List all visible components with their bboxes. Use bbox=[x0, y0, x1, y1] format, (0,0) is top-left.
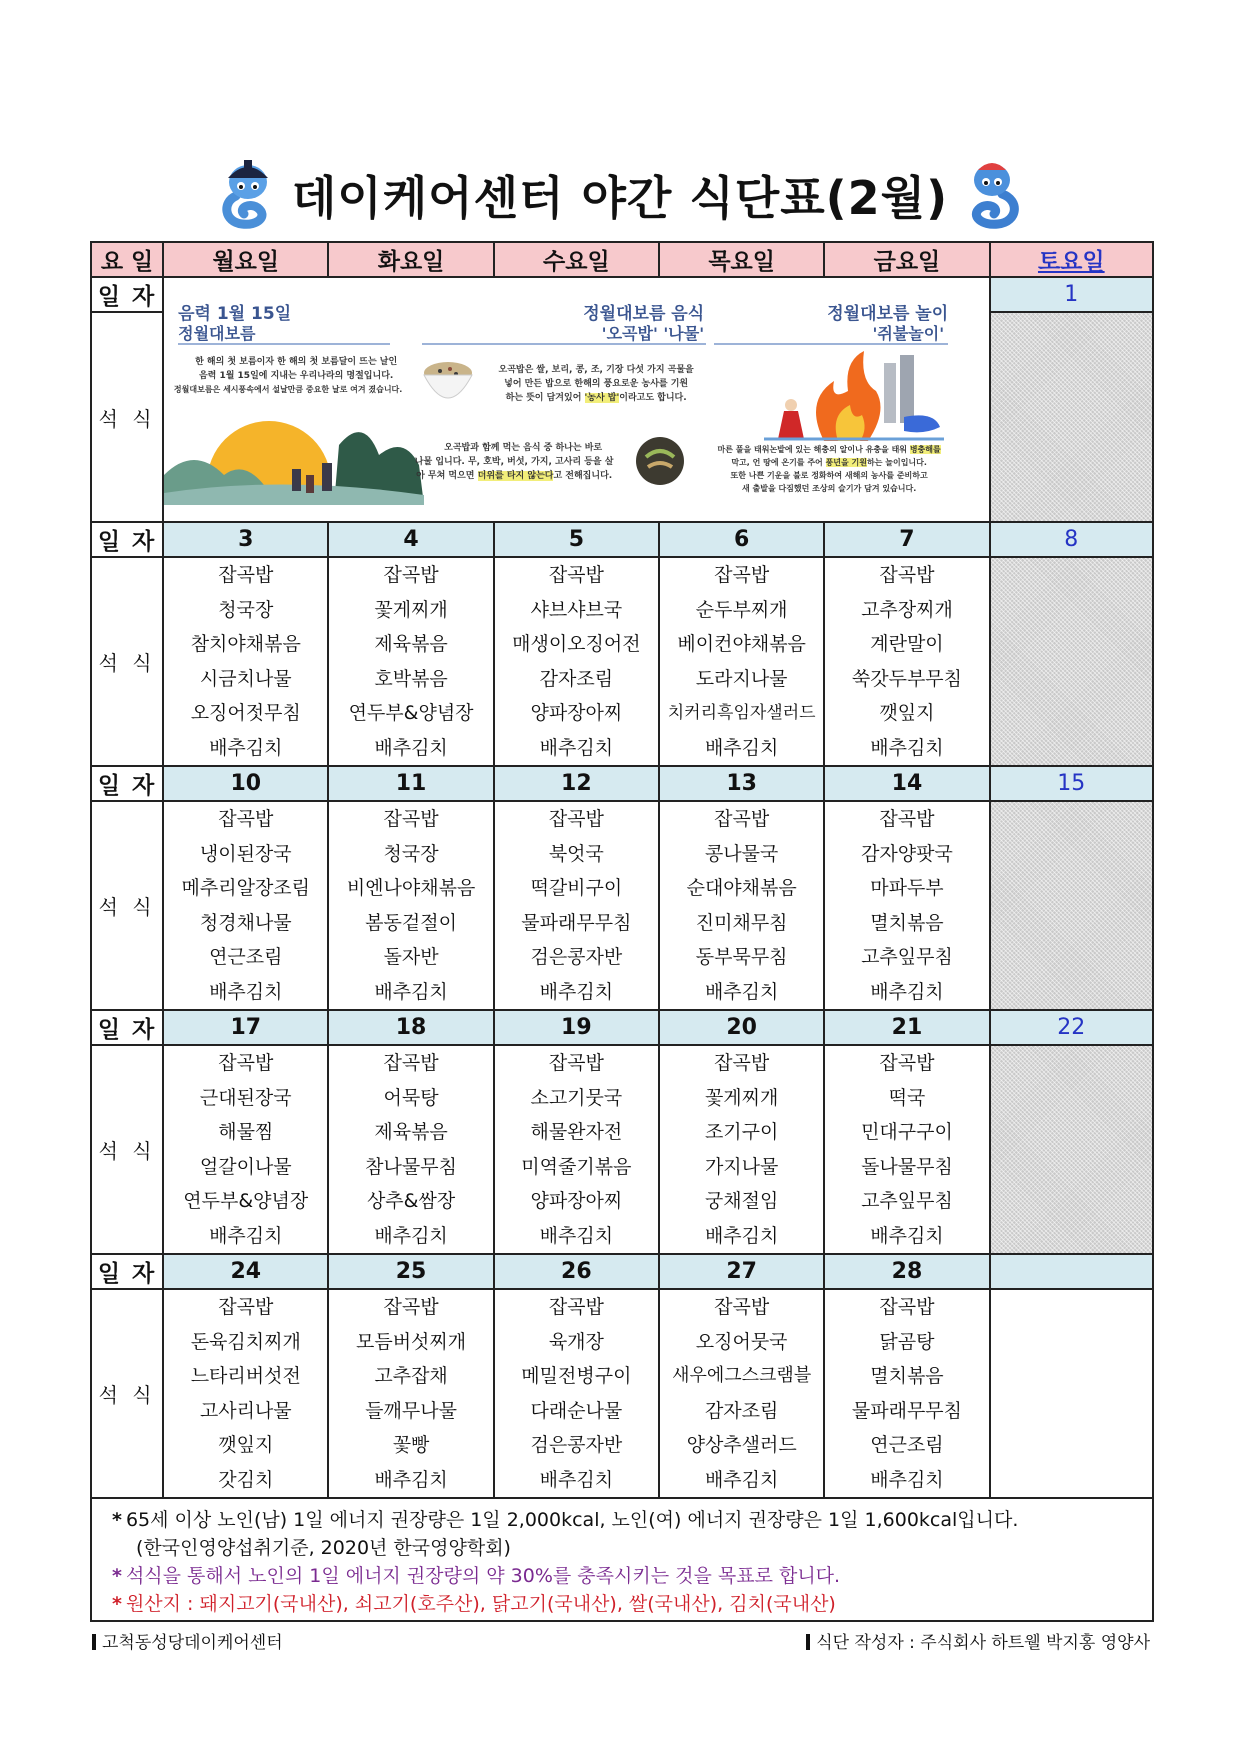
footer-author-text: 식단 작성자 : 주식회사 하트웰 박지홍 영양사 bbox=[816, 1633, 1150, 1653]
panel2-highlight-1: '농사 밥' bbox=[584, 392, 620, 403]
note-bullet-icon: * bbox=[112, 1509, 122, 1531]
footer-bar-icon bbox=[92, 1634, 96, 1650]
menu-cell-tue bbox=[328, 557, 493, 766]
menu-item: 마파두부 bbox=[870, 877, 944, 899]
menu-item: 쑥갓두부무침 bbox=[851, 667, 963, 690]
note-energy-recommendation bbox=[112, 1506, 1132, 1534]
panel3-highlight-1: 병충해를 bbox=[909, 444, 941, 454]
menu-item: 베이컨야채볶음 bbox=[677, 633, 806, 655]
note-goal bbox=[112, 1562, 1132, 1590]
meal-plan-table bbox=[90, 241, 1154, 1499]
date-row-week1 bbox=[91, 277, 1153, 312]
panel3-text-line2b: 하는 놀이입니다. bbox=[867, 457, 927, 467]
menu-item: 잡곡밥 bbox=[879, 1052, 935, 1074]
notes-box bbox=[90, 1498, 1154, 1622]
menu-item: 갓김치 bbox=[218, 1468, 274, 1491]
date-thu: 20 bbox=[659, 1010, 824, 1045]
menu-item: 북엇국 bbox=[548, 842, 604, 865]
date-thu: 27 bbox=[659, 1254, 824, 1289]
menu-item: 순대야채볶음 bbox=[686, 877, 797, 899]
day-header-label: 요 일 bbox=[91, 242, 163, 277]
menu-item: 배추김치 bbox=[704, 736, 779, 759]
panel1-text bbox=[173, 355, 406, 397]
panel3-highlight-2: 풍년을 기원 bbox=[825, 457, 867, 467]
panel2-text-line3 bbox=[482, 391, 710, 405]
date-label: 일 자 bbox=[91, 522, 163, 557]
menu-item: 배추김치 bbox=[870, 980, 944, 1003]
menu-item: 멸치볶음 bbox=[870, 1365, 944, 1387]
menu-cell-wed bbox=[494, 557, 659, 766]
menu-item: 떡갈비구이 bbox=[530, 877, 623, 899]
menu-item: 잡곡밥 bbox=[548, 564, 604, 586]
date-thu: 13 bbox=[659, 766, 824, 801]
menu-cell-mon bbox=[163, 801, 328, 1010]
date-label: 일 자 bbox=[91, 1254, 163, 1289]
menu-item: 메밀전병구이 bbox=[521, 1365, 632, 1387]
date-label: 일 자 bbox=[91, 277, 163, 312]
date-row-week3 bbox=[91, 766, 1153, 801]
note-bullet-icon: * bbox=[112, 1593, 122, 1615]
panel2-text-line6 bbox=[414, 469, 614, 483]
menu-cell-mon bbox=[163, 1045, 328, 1254]
menu-item: 조기구이 bbox=[704, 1121, 779, 1143]
jwibulnori-fire-scene-icon bbox=[764, 351, 944, 443]
note-origin bbox=[112, 1590, 1132, 1618]
menu-item: 검은콩자반 bbox=[530, 1434, 623, 1456]
weekday-sat-label: 토요일 bbox=[1037, 249, 1105, 275]
menu-item: 봄동겉절이 bbox=[365, 911, 457, 934]
menu-cell-mon bbox=[163, 557, 328, 766]
weekday-thu: 목요일 bbox=[659, 242, 824, 277]
menu-item: 잡곡밥 bbox=[218, 1052, 274, 1074]
menu-item: 꽃게찌개 bbox=[374, 598, 448, 621]
menu-item: 멸치볶음 bbox=[870, 911, 944, 934]
date-wed: 26 bbox=[494, 1254, 659, 1289]
menu-item: 연근조림 bbox=[209, 946, 283, 968]
menu-item: 감자조림 bbox=[704, 1399, 779, 1422]
menu-item: 잡곡밥 bbox=[548, 808, 604, 830]
panel3-text-line1 bbox=[708, 443, 950, 456]
menu-cell-wed bbox=[494, 1289, 659, 1498]
meal-label: 석 식 bbox=[91, 557, 163, 766]
menu-item: 검은콩자반 bbox=[530, 946, 623, 968]
menu-item: 배추김치 bbox=[704, 1224, 779, 1247]
weekday-mon: 월요일 bbox=[163, 242, 328, 277]
date-wed: 12 bbox=[494, 766, 659, 801]
menu-item: 치커리흑임자샐러드 bbox=[667, 703, 816, 723]
menu-item: 잡곡밥 bbox=[879, 1296, 935, 1318]
panel2-underline bbox=[422, 343, 706, 345]
menu-item: 호박볶음 bbox=[374, 667, 448, 690]
page-title: 데이케어센터 야간 식단표(2월) bbox=[291, 171, 949, 225]
menu-item: 가지나물 bbox=[704, 1155, 779, 1178]
panel3-text-line4: 새 출발을 다짐했던 조상의 슬기가 담겨 있습니다. bbox=[741, 483, 917, 493]
saturday-empty-cell bbox=[990, 1289, 1153, 1498]
panel1-text-line3: 정월대보름은 세시풍속에서 설날만큼 중요한 날로 여겨 졌습니다. bbox=[173, 384, 403, 394]
date-sat: 22 bbox=[990, 1010, 1153, 1045]
menu-item: 배추김치 bbox=[704, 980, 779, 1003]
menu-item: 소고기뭇국 bbox=[530, 1086, 623, 1109]
panel3-text-line3: 또한 나쁜 기운을 불로 정화하여 새해의 농사를 준비하고 bbox=[730, 470, 928, 480]
menu-cell-tue bbox=[328, 1045, 493, 1254]
menu-item: 궁채절임 bbox=[704, 1190, 779, 1212]
menu-item: 냉이된장국 bbox=[199, 842, 292, 865]
menu-item: 배추김치 bbox=[374, 1224, 448, 1247]
menu-item: 잡곡밥 bbox=[218, 808, 274, 830]
date-mon: 10 bbox=[163, 766, 328, 801]
meal-label: 석 식 bbox=[91, 801, 163, 1010]
menu-item: 메추리알장조림 bbox=[181, 877, 311, 899]
meal-label: 석 식 bbox=[91, 312, 163, 522]
date-row-week2 bbox=[91, 522, 1153, 557]
menu-item: 다래순나물 bbox=[530, 1399, 623, 1422]
menu-item: 양파장아찌 bbox=[530, 1190, 623, 1212]
menu-item: 깻잎지 bbox=[218, 1434, 274, 1456]
menu-item: 고추잎무침 bbox=[861, 946, 953, 968]
menu-item: 배추김치 bbox=[209, 980, 283, 1003]
full-moon-scene-icon bbox=[164, 405, 424, 505]
meal-row-week2 bbox=[91, 557, 1153, 766]
menu-item: 물파래무무침 bbox=[851, 1399, 963, 1422]
menu-item: 잡곡밥 bbox=[383, 564, 439, 586]
menu-item: 배추김치 bbox=[704, 1468, 779, 1491]
weekday-header-row bbox=[91, 242, 1153, 277]
date-row-week5 bbox=[91, 1254, 1153, 1289]
menu-cell-wed bbox=[494, 801, 659, 1010]
menu-item: 순두부찌개 bbox=[695, 598, 788, 621]
namul-plate-icon bbox=[634, 435, 686, 487]
panel3-underline bbox=[714, 343, 948, 345]
menu-item: 배추김치 bbox=[539, 980, 614, 1003]
menu-cell-fri bbox=[824, 557, 989, 766]
panel2-text-line3b: 이라고도 합니다. bbox=[619, 392, 687, 403]
menu-item: 해물찜 bbox=[218, 1121, 274, 1143]
note-bullet-icon: * bbox=[112, 1565, 122, 1587]
menu-item: 잡곡밥 bbox=[218, 564, 274, 586]
meal-row-week3 bbox=[91, 801, 1153, 1010]
menu-item: 민대구구이 bbox=[861, 1121, 953, 1143]
menu-item: 배추김치 bbox=[374, 980, 448, 1003]
menu-item: 연근조림 bbox=[870, 1434, 944, 1456]
weekday-wed: 수요일 bbox=[494, 242, 659, 277]
note-source: (한국인영양섭취기준, 2020년 한국영양학회) bbox=[136, 1537, 511, 1559]
date-mon: 24 bbox=[163, 1254, 328, 1289]
menu-item: 시금치나물 bbox=[199, 667, 292, 690]
menu-item: 잡곡밥 bbox=[714, 1052, 770, 1074]
menu-item: 새우에그스크램블 bbox=[672, 1365, 812, 1386]
menu-item: 배추김치 bbox=[870, 736, 944, 759]
menu-item: 배추김치 bbox=[539, 736, 614, 759]
menu-item: 연두부&양념장 bbox=[348, 702, 474, 724]
weekday-fri: 금요일 bbox=[824, 242, 989, 277]
menu-item: 양상추샐러드 bbox=[686, 1434, 797, 1456]
panel1-heading: 음력 1월 15일 bbox=[178, 303, 292, 324]
menu-item: 잡곡밥 bbox=[879, 808, 935, 830]
date-sat: 15 bbox=[990, 766, 1153, 801]
menu-item: 고추잡채 bbox=[374, 1365, 448, 1387]
menu-cell-fri bbox=[824, 1289, 989, 1498]
menu-item: 상추&쌈장 bbox=[366, 1190, 456, 1212]
date-label: 일 자 bbox=[91, 1010, 163, 1045]
title-row bbox=[0, 150, 1240, 240]
menu-item: 오징어젓무침 bbox=[190, 702, 301, 724]
menu-item: 해물완자전 bbox=[530, 1121, 623, 1143]
menu-item: 잡곡밥 bbox=[383, 808, 439, 830]
menu-item: 얼갈이나물 bbox=[199, 1155, 292, 1178]
snake-mascot-right-icon bbox=[962, 156, 1022, 234]
menu-item: 양파장아찌 bbox=[530, 702, 623, 724]
menu-item: 연두부&양념장 bbox=[183, 1190, 309, 1212]
panel2-text-line3a: 하는 뜻이 담겨있어 bbox=[505, 392, 585, 403]
date-tue: 11 bbox=[328, 766, 493, 801]
date-mon: 17 bbox=[163, 1010, 328, 1045]
menu-item: 진미채무침 bbox=[695, 911, 788, 934]
menu-item: 모듬버섯찌개 bbox=[356, 1330, 467, 1353]
menu-item: 고추잎무침 bbox=[861, 1190, 953, 1212]
menu-item: 배추김치 bbox=[539, 1224, 614, 1247]
panel1-text-line1: 한 해의 첫 보름이자 한 해의 첫 보름달이 뜨는 날인 bbox=[195, 356, 398, 367]
footer-bar-icon bbox=[806, 1634, 810, 1650]
menu-item: 감자조림 bbox=[539, 667, 614, 690]
date-fri: 28 bbox=[824, 1254, 989, 1289]
menu-cell-fri bbox=[824, 801, 989, 1010]
grain-rice-bowl-icon bbox=[422, 357, 474, 415]
date-tue: 4 bbox=[328, 522, 493, 557]
menu-item: 도라지나물 bbox=[695, 667, 788, 690]
menu-item: 제육볶음 bbox=[374, 1121, 448, 1143]
footer-author bbox=[806, 1628, 1150, 1653]
menu-item: 잡곡밥 bbox=[714, 1296, 770, 1318]
menu-cell-thu bbox=[659, 801, 824, 1010]
snake-mascot-left-icon bbox=[218, 156, 278, 234]
meal-row-week5 bbox=[91, 1289, 1153, 1498]
menu-item: 감자양팟국 bbox=[861, 842, 953, 865]
menu-item: 배추김치 bbox=[374, 1468, 448, 1491]
date-fri: 14 bbox=[824, 766, 989, 801]
menu-item: 깻잎지 bbox=[879, 702, 935, 724]
date-fri: 21 bbox=[824, 1010, 989, 1045]
menu-item: 고사리나물 bbox=[199, 1399, 292, 1422]
menu-cell-tue bbox=[328, 1289, 493, 1498]
menu-item: 꽃빵 bbox=[392, 1434, 430, 1456]
menu-cell-thu bbox=[659, 1045, 824, 1254]
menu-item: 참나물무침 bbox=[365, 1155, 457, 1178]
menu-item: 느타리버섯전 bbox=[190, 1365, 301, 1387]
date-wed: 5 bbox=[494, 522, 659, 557]
weekday-sat bbox=[990, 242, 1153, 277]
meal-label: 석 식 bbox=[91, 1289, 163, 1498]
menu-item: 잡곡밥 bbox=[218, 1296, 274, 1318]
panel2-text-line1: 오곡밥은 쌀, 보리, 콩, 조, 기장 다섯 가지 곡물을 bbox=[498, 364, 694, 375]
menu-item: 배추김치 bbox=[870, 1468, 944, 1491]
menu-item: 들깨무나물 bbox=[365, 1399, 457, 1422]
menu-item: 청국장 bbox=[383, 842, 439, 865]
note-text: 석식을 통해서 노인의 1일 에너지 권장량의 약 30%를 충족시키는 것을 목표로 합니다. bbox=[125, 1565, 841, 1587]
panel3-text bbox=[708, 443, 950, 495]
menu-item: 콩나물국 bbox=[704, 842, 779, 865]
date-row-week4 bbox=[91, 1010, 1153, 1045]
menu-item: 참치야채볶음 bbox=[190, 633, 301, 655]
panel2-text-top bbox=[482, 363, 710, 405]
date-sat: 8 bbox=[990, 522, 1153, 557]
menu-item: 배추김치 bbox=[374, 736, 448, 759]
date-fri: 7 bbox=[824, 522, 989, 557]
menu-item: 어묵탕 bbox=[383, 1086, 439, 1109]
menu-item: 배추김치 bbox=[209, 736, 283, 759]
panel3-subheading: '쥐불놀이' bbox=[872, 323, 945, 343]
panel2-highlight-2: 더위를 타지 않는다 bbox=[477, 470, 554, 481]
menu-item: 배추김치 bbox=[870, 1224, 944, 1247]
menu-item: 근대된장국 bbox=[199, 1086, 292, 1109]
menu-item: 배추김치 bbox=[209, 1224, 283, 1247]
menu-item: 잡곡밥 bbox=[383, 1296, 439, 1318]
date-label: 일 자 bbox=[91, 766, 163, 801]
panel3-text-line1a: 마른 풀을 태워논밭에 있는 해충의 알이나 유충을 태워 bbox=[717, 444, 910, 454]
saturday-closed-cell bbox=[990, 312, 1153, 522]
footer-organization-text: 고척동성당데이케어센터 bbox=[102, 1633, 283, 1653]
menu-item: 잡곡밥 bbox=[383, 1052, 439, 1074]
menu-item: 매생이오징어전 bbox=[512, 633, 641, 655]
date-wed: 19 bbox=[494, 1010, 659, 1045]
date-tue: 18 bbox=[328, 1010, 493, 1045]
menu-item: 물파래무무침 bbox=[521, 911, 632, 934]
date-tue: 25 bbox=[328, 1254, 493, 1289]
saturday-closed-cell bbox=[990, 557, 1153, 766]
menu-item: 동부묵무침 bbox=[695, 946, 788, 968]
weekday-tue: 화요일 bbox=[328, 242, 493, 277]
daeboreum-infographic bbox=[164, 295, 988, 505]
panel1-text-line2: 음력 1월 15일에 지내는 우리나라의 명절입니다. bbox=[198, 370, 394, 381]
menu-item: 샤브샤브국 bbox=[530, 598, 623, 621]
menu-item: 돌자반 bbox=[383, 946, 439, 968]
menu-cell-mon bbox=[163, 1289, 328, 1498]
menu-cell-tue bbox=[328, 801, 493, 1010]
menu-item: 청경채나물 bbox=[199, 911, 292, 934]
menu-cell-thu bbox=[659, 1289, 824, 1498]
menu-cell-fri bbox=[824, 1045, 989, 1254]
menu-item: 잡곡밥 bbox=[548, 1296, 604, 1318]
menu-item: 육개장 bbox=[548, 1330, 604, 1353]
panel3-text-line2a: 막고, 언 땅에 온기를 주어 bbox=[731, 457, 826, 467]
panel2-subheading: '오곡밥' '나물' bbox=[601, 323, 705, 343]
menu-item: 비엔나야채볶음 bbox=[346, 877, 476, 899]
panel1-underline bbox=[178, 343, 390, 345]
saturday-closed-cell bbox=[990, 1045, 1153, 1254]
menu-item: 배추김치 bbox=[539, 1468, 614, 1491]
menu-item: 잡곡밥 bbox=[548, 1052, 604, 1074]
saturday-closed-cell bbox=[990, 801, 1153, 1010]
menu-item: 닭곰탕 bbox=[879, 1330, 935, 1353]
panel3-heading: 정월대보름 놀이 bbox=[827, 303, 949, 324]
menu-item: 돌나물무침 bbox=[861, 1155, 953, 1178]
panel2-text-line4: 오곡밥과 함께 먹는 음식 중 하나는 바로 bbox=[444, 442, 603, 453]
date-sat bbox=[990, 1254, 1153, 1289]
panel1-subheading: 정월대보름 bbox=[178, 323, 256, 343]
menu-item: 잡곡밥 bbox=[879, 564, 935, 586]
panel2-text-line2: 넣어 만든 밥으로 한해의 풍요로운 농사를 기원 bbox=[504, 378, 689, 389]
footer-organization bbox=[92, 1628, 283, 1653]
menu-item: 계란말이 bbox=[870, 633, 944, 655]
panel2-text-line5: 나물 입니다. 무, 호박, 버섯, 가지, 고사리 등을 살 bbox=[414, 456, 614, 467]
infographic-cell bbox=[163, 277, 989, 522]
menu-item: 제육볶음 bbox=[374, 633, 448, 655]
panel2-text-line6a: 아 무쳐 먹으면 bbox=[416, 470, 478, 481]
menu-item: 떡국 bbox=[888, 1086, 926, 1109]
panel3-text-line2 bbox=[708, 456, 950, 469]
menu-item: 잡곡밥 bbox=[714, 808, 770, 830]
meal-row-week4 bbox=[91, 1045, 1153, 1254]
menu-cell-thu bbox=[659, 557, 824, 766]
menu-item: 잡곡밥 bbox=[714, 564, 770, 586]
menu-item: 오징어뭇국 bbox=[695, 1330, 788, 1353]
note-text: 65세 이상 노인(남) 1일 에너지 권장량은 1일 2,000kcal, 노인(여) 에너지 권장량은 1일 1,600kcal입니다. bbox=[125, 1509, 1019, 1531]
menu-item: 고추장찌개 bbox=[861, 598, 953, 621]
menu-item: 돈육김치찌개 bbox=[190, 1330, 301, 1353]
menu-cell-wed bbox=[494, 1045, 659, 1254]
panel2-text-bottom bbox=[414, 441, 614, 483]
date-mon: 3 bbox=[163, 522, 328, 557]
panel2-text-line6b: 고 전해집니다. bbox=[553, 470, 613, 481]
meal-label: 석 식 bbox=[91, 1045, 163, 1254]
panel2-heading: 정월대보름 음식 bbox=[583, 303, 705, 324]
menu-item: 꽃게찌개 bbox=[704, 1086, 779, 1109]
saturday-date-week1: 1 bbox=[990, 277, 1153, 312]
menu-item: 미역줄기볶음 bbox=[521, 1155, 632, 1178]
date-thu: 6 bbox=[659, 522, 824, 557]
note-text: 원산지 : 돼지고기(국내산), 쇠고기(호주산), 닭고기(국내산), 쌀(국내산), 김치(국내산) bbox=[125, 1593, 836, 1615]
menu-item: 청국장 bbox=[218, 598, 274, 621]
